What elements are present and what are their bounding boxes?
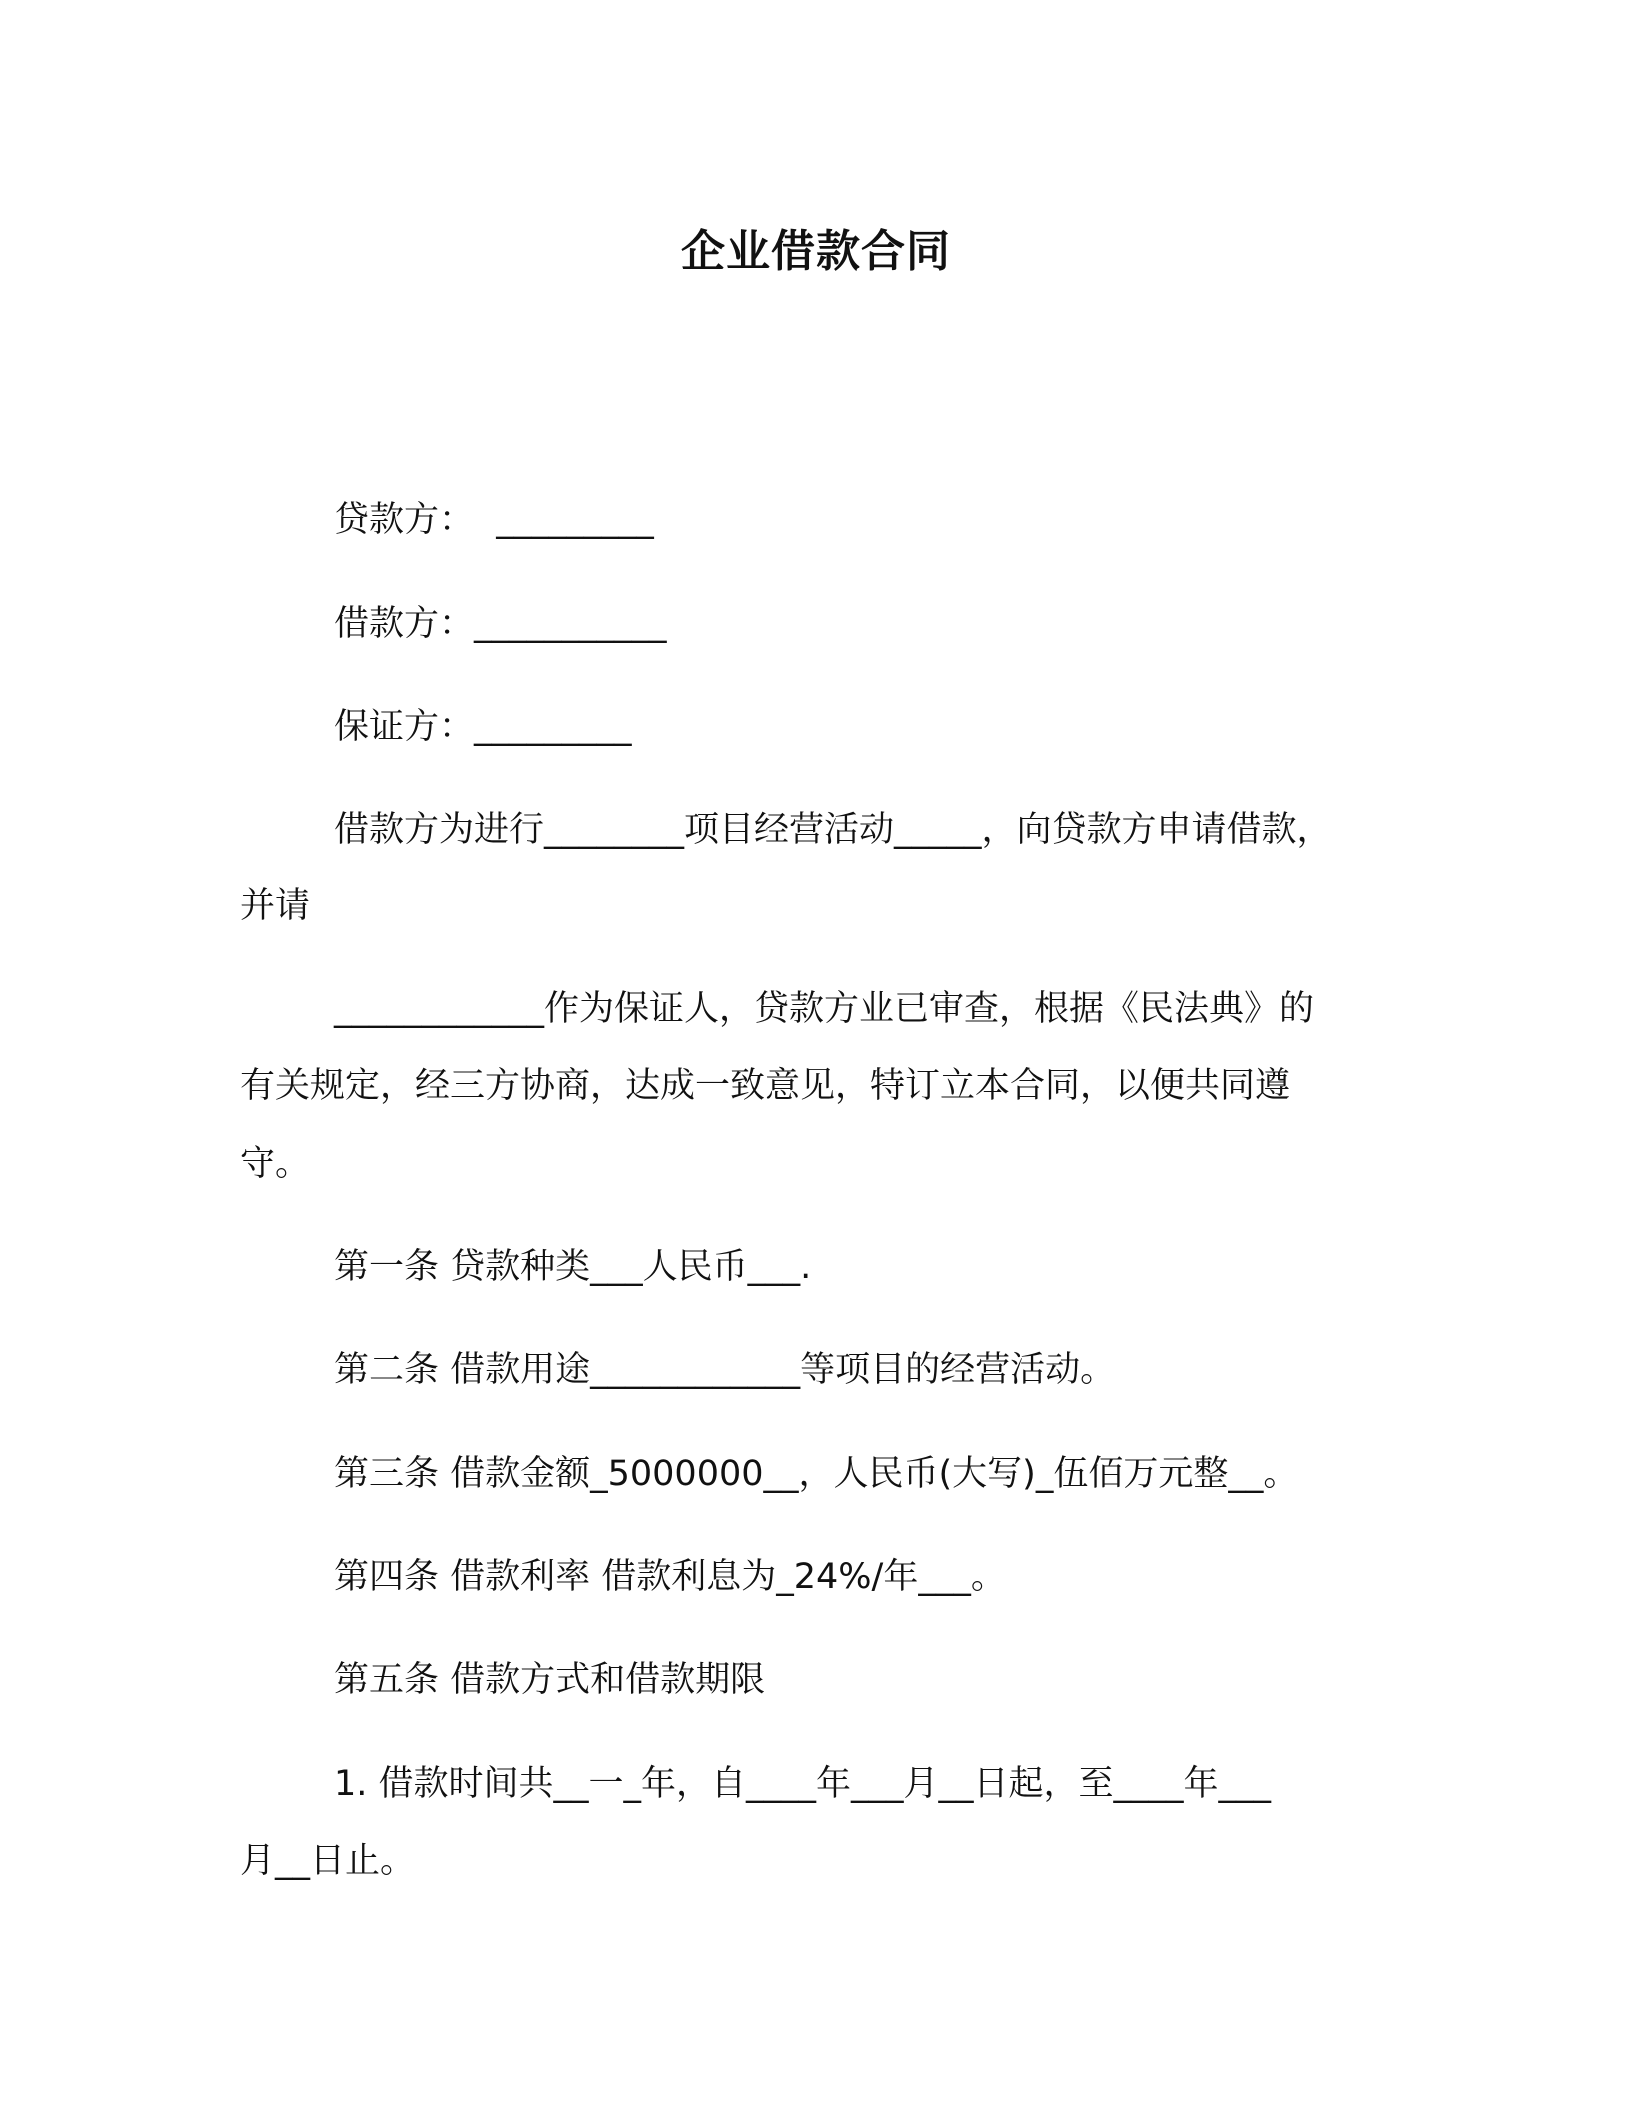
article-4: 第四条 借款利率 借款利息为_24%/年___。 bbox=[334, 1557, 1006, 1597]
document-title: 企业借款合同 bbox=[681, 226, 951, 277]
guarantor-line: 保证方：_________ bbox=[334, 707, 632, 747]
preamble-line-5: 守。 bbox=[240, 1144, 311, 1184]
preamble-line-2: 并请 bbox=[240, 886, 311, 926]
article-1: 第一条 贷款种类___人民币___. bbox=[334, 1247, 812, 1287]
article-2: 第二条 借款用途____________等项目的经营活动。 bbox=[334, 1350, 1116, 1390]
preamble-line-4: 有关规定，经三方协商，达成一致意见，特订立本合同，以便共同遵 bbox=[240, 1066, 1291, 1106]
clause-1-line-2: 月__日止。 bbox=[240, 1841, 416, 1881]
article-3: 第三条 借款金额_5000000__，人民币(大写)_伍佰万元整__。 bbox=[334, 1454, 1299, 1494]
preamble-line-3: ____________作为保证人，贷款方业已审查，根据《民法典》的 bbox=[334, 989, 1315, 1029]
clause-1-line-1: 1. 借款时间共__一_年，自____年___月__日起，至____年___ bbox=[334, 1764, 1272, 1804]
borrower-line: 借款方：___________ bbox=[334, 604, 667, 644]
article-5: 第五条 借款方式和借款期限 bbox=[334, 1660, 766, 1700]
preamble-line-1: 借款方为进行________项目经营活动_____，向贷款方申请借款， bbox=[334, 810, 1332, 850]
lender-line: 贷款方： _________ bbox=[334, 500, 654, 540]
